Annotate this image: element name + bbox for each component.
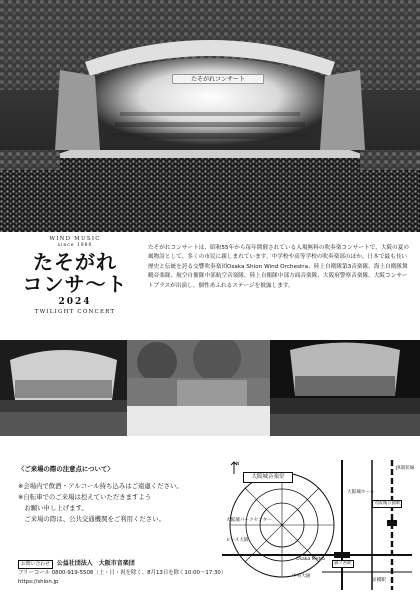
- contact-footer: [18, 560, 228, 586]
- photo-middle: [127, 340, 270, 436]
- map-north: N: [236, 462, 240, 467]
- map-hall-label: 大阪城音楽堂: [243, 472, 293, 483]
- organization-name: 公益社団法人 大阪市音楽団: [56, 560, 135, 568]
- logo-since: since 1980: [57, 243, 93, 248]
- website-link[interactable]: https://shion.jp: [18, 578, 59, 585]
- map-morinomiya: 森ノ宮駅: [334, 561, 352, 566]
- logo-arc-bottom: TWILIGHT CONCERT: [34, 309, 116, 315]
- logo-title-line1: たそがれ: [33, 250, 117, 274]
- map-chuo: 中央大通: [292, 574, 311, 579]
- notes-item: ※会場内で飲酒・アルコール持ち込みはご遠慮ください。: [18, 482, 183, 490]
- map-jr-line: JR環状線: [396, 466, 415, 471]
- notes-item: ※自転車でのご来場は控えていただきますよう: [18, 493, 152, 501]
- logo-arc-top: WIND MUSIC: [49, 236, 101, 242]
- map-hall-near: 大阪城ホール: [347, 490, 375, 495]
- concert-logo: [14, 236, 136, 336]
- access-map: [222, 460, 415, 590]
- notes-title: 〈ご来場の際の注意点について〉: [18, 465, 114, 473]
- photo-right: [270, 340, 420, 436]
- map-kyobashi: 京橋駅: [372, 578, 386, 583]
- map-osaka-metro: Osaka Metro: [296, 557, 325, 562]
- notes-item: お願い申し上げます。: [18, 504, 88, 512]
- freecall-info: フリーコール 0800-919-5508（土・日・祝を除く、8月13日を除く10:00～17:30）: [18, 570, 227, 576]
- notes-item: ご来場の際は、公共交通機関をご利用ください。: [18, 515, 165, 523]
- photo-row: [0, 340, 420, 436]
- logo-title-line2: コンサ～ト: [22, 272, 128, 296]
- map-peace-osaka: ピース大阪: [226, 538, 249, 543]
- contact-tag: お問い合わせ: [18, 560, 53, 569]
- hero-concert-image: [0, 0, 420, 232]
- hero-photo: [0, 0, 420, 232]
- map-park-station: 大阪城公園駅: [374, 501, 401, 506]
- map-park-center: 大阪城パークセンター: [226, 518, 272, 523]
- photo-left: [0, 340, 127, 436]
- visitor-notes: [18, 464, 218, 525]
- stage-banner: たそがれコンサート: [172, 74, 264, 84]
- logo-year: 2024: [58, 297, 92, 307]
- description-text: たそがれコンサートは、昭和55年から毎年開催されている入場無料の吹奏楽コンサートで、大阪の夏の風物詩として、多くの市民に親しまれています。中学校や高等学校の吹奏楽部のほか、日本で最も長い歴史と伝統を誇る交響吹奏楽団Osaka Shion Wind Orchestra、陸上自衛隊第3音楽隊、海上自衛隊舞鶴音楽隊、航空自衛隊中部航空音楽隊、陸上自衛隊中部方面音楽隊、大阪府警察音楽隊、大阪コンサートブラスが出演し、個性あふれるステージを披露します。: [148, 245, 410, 289]
